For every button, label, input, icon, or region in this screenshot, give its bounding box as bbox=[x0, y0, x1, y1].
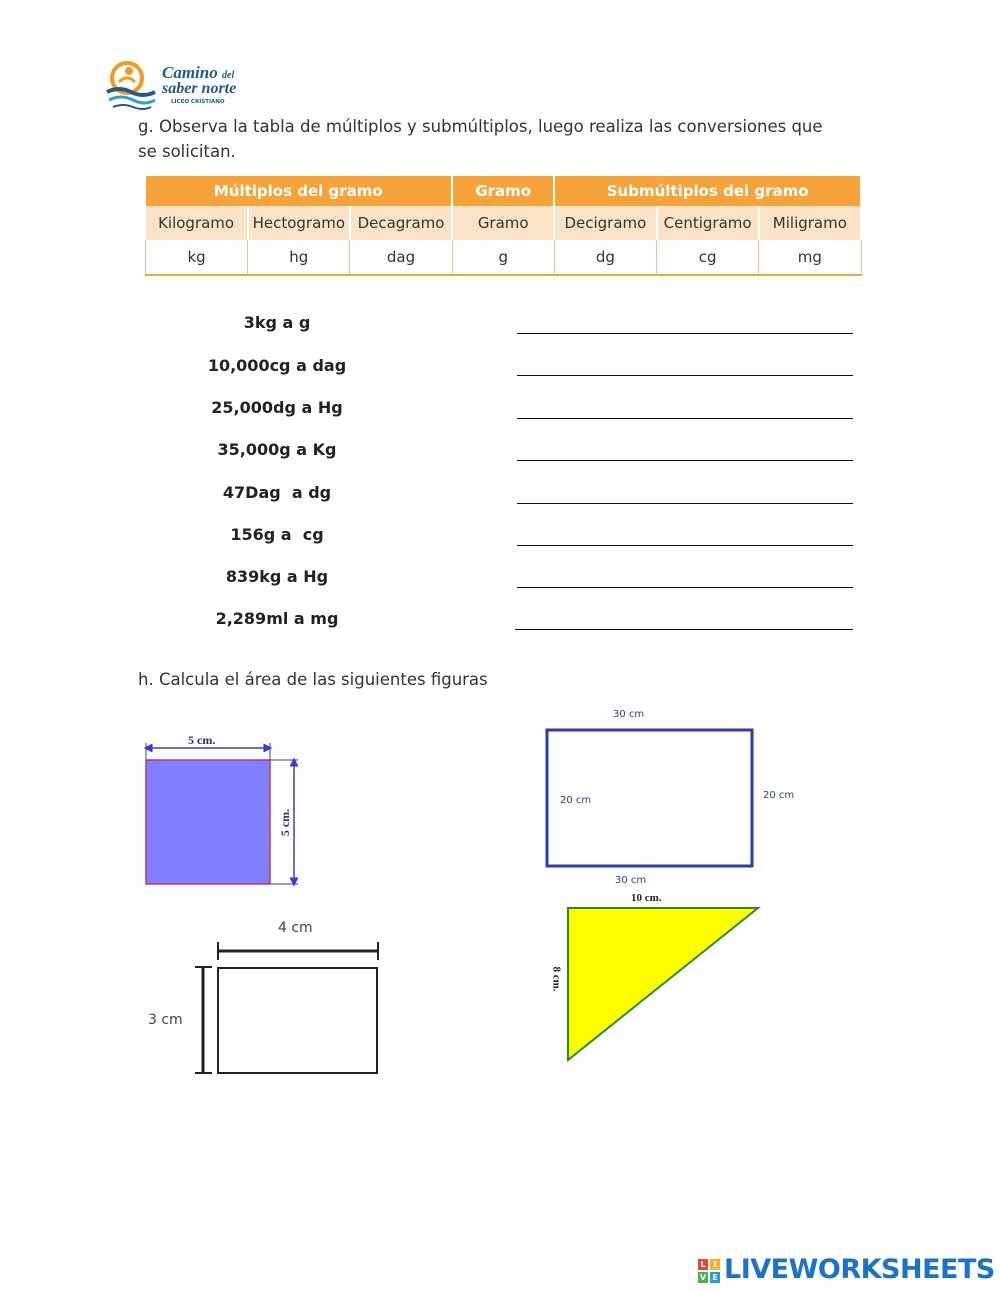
brand-badge-icon bbox=[698, 1259, 720, 1283]
instruction-h: h. Calcula el área de las siguientes figuras bbox=[138, 670, 488, 689]
conversion-question: 3kg a g bbox=[243, 313, 311, 332]
conversion-question: 35,000g a Kg bbox=[217, 440, 337, 459]
unit-name: Decagramo bbox=[350, 206, 452, 240]
logo-line3: LICEO CRISTIANO bbox=[171, 99, 225, 105]
answer-line[interactable] bbox=[517, 375, 853, 376]
logo-line2: saber norte bbox=[162, 80, 237, 97]
units-table bbox=[145, 176, 862, 276]
group-header-submultiples: Submúltiplos del gramo bbox=[554, 176, 861, 206]
square-top-label: 5 cm. bbox=[188, 733, 216, 747]
unit-name: Miligramo bbox=[759, 206, 861, 240]
triangle-side-label: 8 cm. bbox=[550, 966, 563, 992]
rectangle-small-figure bbox=[192, 940, 382, 1080]
triangle-shape bbox=[568, 908, 758, 1060]
triangle-figure bbox=[565, 905, 765, 1065]
badge-letter: V bbox=[699, 1273, 707, 1282]
instruction-g-line1: g. Observa la tabla de múltiplos y submúltiplos, luego realiza las conversiones que bbox=[138, 117, 823, 136]
conversion-question: 156g a cg bbox=[230, 525, 324, 544]
rect-bottom-label: 30 cm bbox=[615, 875, 647, 886]
unit-symbol: dg bbox=[554, 240, 656, 275]
unit-symbol: cg bbox=[657, 240, 759, 275]
conversion-question: 839kg a Hg bbox=[225, 567, 329, 586]
rect-top-label: 30 cm bbox=[613, 709, 645, 720]
group-header-gram: Gramo bbox=[452, 176, 554, 206]
answer-line[interactable] bbox=[517, 545, 853, 546]
square-side-label: 5 cm. bbox=[278, 808, 293, 837]
unit-symbol: dag bbox=[350, 240, 452, 275]
school-logo bbox=[105, 58, 250, 110]
logo-line1-small: del bbox=[222, 70, 235, 81]
answer-line[interactable] bbox=[517, 587, 853, 588]
unit-symbol: hg bbox=[248, 240, 350, 275]
conversion-question: 47Dag a dg bbox=[222, 483, 332, 502]
answer-line[interactable] bbox=[515, 629, 853, 630]
rect-left-label: 20 cm bbox=[560, 795, 592, 806]
rectangle-small-shape bbox=[218, 968, 377, 1073]
unit-name: Hectogramo bbox=[248, 206, 350, 240]
conversion-question: 2,289ml a mg bbox=[215, 609, 339, 628]
square-shape bbox=[146, 760, 270, 884]
unit-name: Centigramo bbox=[657, 206, 759, 240]
answer-line[interactable] bbox=[517, 333, 853, 334]
rect-right-label: 20 cm bbox=[763, 790, 795, 801]
brand-text: LIVEWORKSHEETS bbox=[724, 1254, 995, 1285]
logo-emblem-icon bbox=[105, 58, 157, 110]
table-group-header-row bbox=[146, 176, 862, 206]
conversion-question: 25,000dg a Hg bbox=[211, 398, 343, 417]
unit-symbol: g bbox=[452, 240, 554, 275]
unit-name: Decigramo bbox=[554, 206, 656, 240]
table-names-row bbox=[146, 206, 862, 240]
table-symbols-row bbox=[146, 240, 862, 275]
answer-line[interactable] bbox=[517, 418, 853, 419]
answer-line[interactable] bbox=[517, 460, 853, 461]
instruction-g-line2: se solicitan. bbox=[138, 142, 236, 161]
liveworksheets-logo bbox=[698, 1256, 998, 1286]
badge-letter: E bbox=[710, 1272, 720, 1283]
conversion-question: 10,000cg a dag bbox=[207, 356, 347, 375]
triangle-top-label: 10 cm. bbox=[631, 892, 662, 904]
badge-letter: I bbox=[710, 1259, 720, 1270]
answer-line[interactable] bbox=[517, 503, 853, 504]
badge-letter: L bbox=[698, 1259, 708, 1270]
logo-line1: Camino bbox=[162, 63, 218, 82]
unit-symbol: kg bbox=[146, 240, 248, 275]
unit-name: Gramo bbox=[452, 206, 554, 240]
unit-symbol: mg bbox=[759, 240, 861, 275]
small-rect-top-label: 4 cm bbox=[278, 920, 313, 936]
unit-name: Kilogramo bbox=[146, 206, 248, 240]
small-rect-left-label: 3 cm bbox=[148, 1012, 183, 1028]
group-header-multiples: Múltiplos del gramo bbox=[146, 176, 453, 206]
